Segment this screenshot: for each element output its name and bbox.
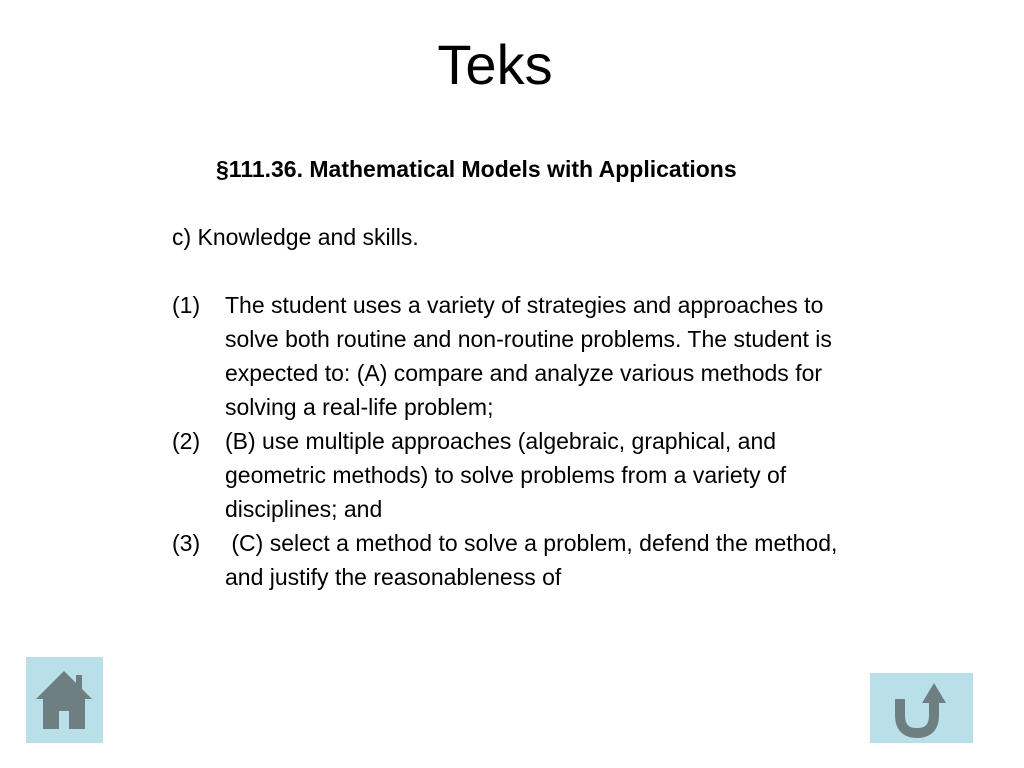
list-item-text: (B) use multiple approaches (algebraic, graphical, and geometric methods) to solve problems from a variety of disciplines; and — [225, 428, 793, 522]
return-arrow-icon — [870, 673, 973, 743]
list-item-number: (1) — [172, 292, 201, 318]
home-icon — [26, 657, 103, 743]
list-item — [172, 288, 892, 424]
list-item-number: (2) — [172, 428, 201, 454]
list-item-text: The student uses a variety of strategies and approaches to solve both routine and non-routine problems. The student is expected to: (A) compare and analyze various methods for solving a real-life problem; — [225, 292, 839, 420]
back-button[interactable] — [870, 673, 973, 743]
course-heading: §111.36. Mathematical Models with Applications — [216, 156, 737, 182]
list-item — [172, 526, 892, 594]
knowledge-skills-list — [172, 288, 892, 594]
list-item-number: (3) — [172, 530, 201, 556]
list-item-text: (C) select a method to solve a problem, defend the method, and justify the reasonableness of — [225, 530, 844, 590]
section-heading: c) Knowledge and skills. — [172, 224, 419, 250]
slide-content — [172, 150, 892, 594]
home-button[interactable] — [26, 657, 103, 743]
list-item — [172, 424, 892, 526]
slide-title: Teks — [437, 33, 553, 96]
